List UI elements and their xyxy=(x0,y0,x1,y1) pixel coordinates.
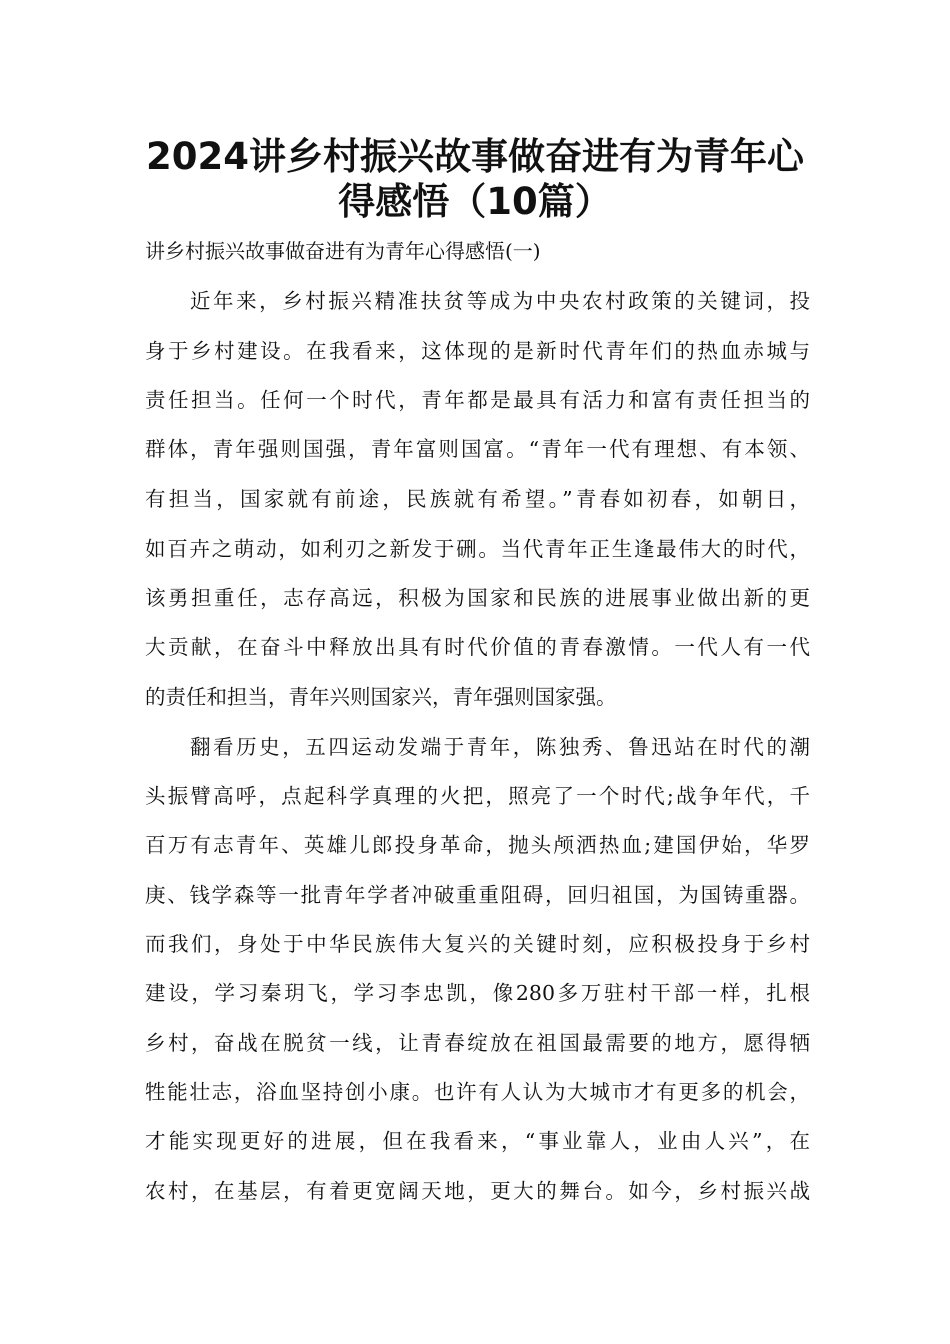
paragraph-1-line-8: 大贡献，在奋斗中释放出具有时代价值的青春激情。一代人有一代 xyxy=(145,635,810,659)
paragraph-1-line-7: 该勇担重任，志存高远，积极为国家和民族的进展事业做出新的更 xyxy=(145,586,810,610)
paragraph-1-line-6: 如百卉之萌动，如利刃之新发于硎。当代青年正生逢最伟大的时代， xyxy=(145,537,810,561)
paragraph-1-line-2: 身于乡村建设。在我看来，这体现的是新时代青年们的热血赤城与 xyxy=(145,339,810,363)
paragraph-2-line-10: 农村，在基层，有着更宽阔天地，更大的舞台。如今，乡村振兴战 xyxy=(145,1179,810,1203)
document-title-line-1: 2024讲乡村振兴故事做奋进有为青年心 xyxy=(146,135,804,178)
paragraph-2-line-5: 而我们，身处于中华民族伟大复兴的关键时刻，应积极投身于乡村 xyxy=(145,932,810,956)
paragraph-1-line-1: 近年来，乡村振兴精准扶贫等成为中央农村政策的关键词，投 xyxy=(190,289,810,313)
paragraph-2-line-1: 翻看历史，五四运动发端于青年，陈独秀、鲁迅站在时代的潮 xyxy=(190,735,810,759)
section-heading: 讲乡村振兴故事做奋进有为青年心得感悟(一) xyxy=(145,239,541,263)
paragraph-2-line-6: 建设，学习秦玥飞，学习李忠凯，像280多万驻村干部一样，扎根 xyxy=(145,981,810,1005)
paragraph-2-line-9: 才能实现更好的进展，但在我看来，“事业靠人，业由人兴”，在 xyxy=(145,1129,810,1153)
paragraph-1-line-5: 有担当，国家就有前途，民族就有希望。”青春如初春，如朝日， xyxy=(145,487,810,511)
paragraph-1-line-9: 的责任和担当，青年兴则国家兴，青年强则国家强。 xyxy=(145,685,617,709)
paragraph-2-line-7: 乡村，奋战在脱贫一线，让青春绽放在祖国最需要的地方，愿得牺 xyxy=(145,1031,810,1055)
paragraph-2-line-4: 庚、钱学森等一批青年学者冲破重重阻碍，回归祖国，为国铸重器。 xyxy=(145,883,810,907)
document-title-line-2: 得感悟（10篇） xyxy=(338,180,612,223)
paragraph-1-line-3: 责任担当。任何一个时代，青年都是最具有活力和富有责任担当的 xyxy=(145,388,810,412)
paragraph-2-line-3: 百万有志青年、英雄儿郎投身革命，抛头颅洒热血;建国伊始，华罗 xyxy=(145,833,810,857)
paragraph-2-line-8: 牲能壮志，浴血坚持创小康。也许有人认为大城市才有更多的机会， xyxy=(145,1080,810,1104)
paragraph-1-line-4: 群体，青年强则国强，青年富则国富。“青年一代有理想、有本领、 xyxy=(145,437,810,461)
paragraph-2-line-2: 头振臂高呼，点起科学真理的火把，照亮了一个时代;战争年代，千 xyxy=(145,784,810,808)
